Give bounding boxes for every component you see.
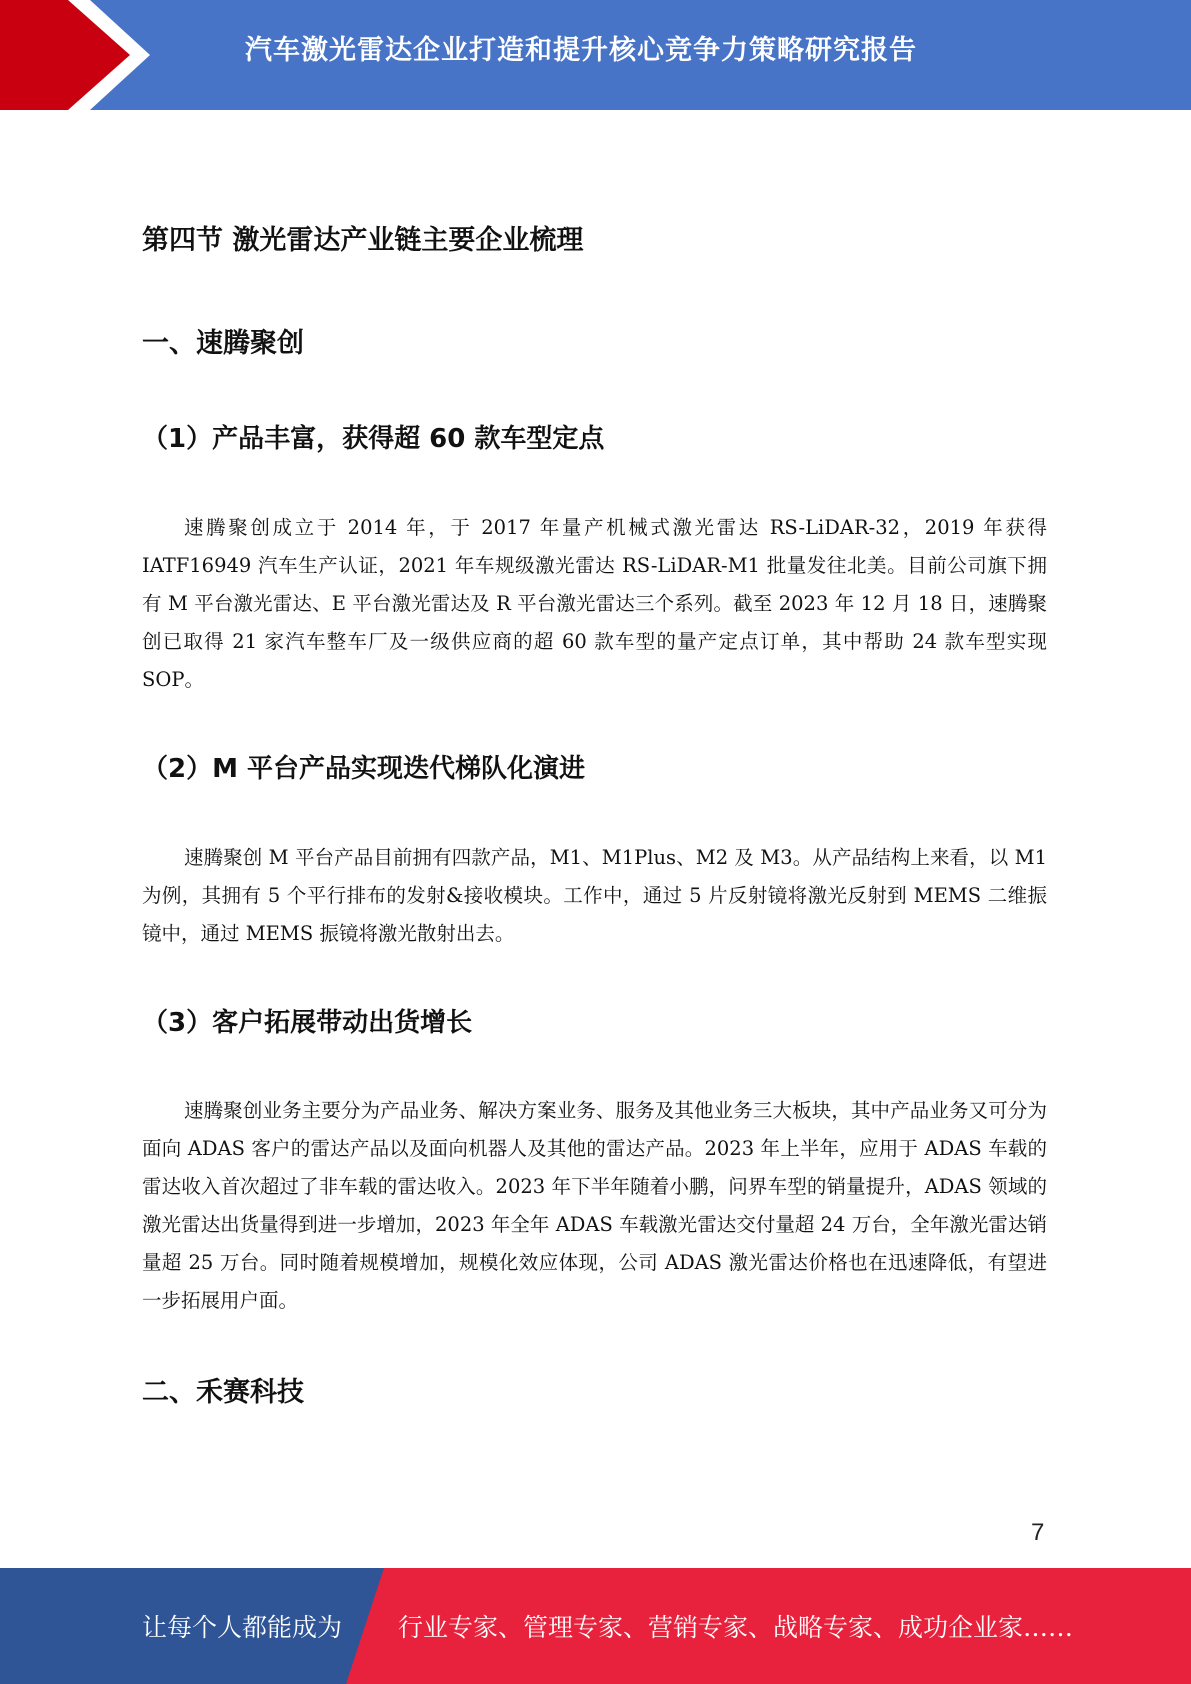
page-header: [0, 0, 1191, 110]
page-number: 7: [1031, 1519, 1045, 1546]
company-heading-hesai: 二、禾赛科技: [142, 1377, 304, 1408]
page-footer: [0, 1568, 1191, 1684]
subheading-2: （2）M 平台产品实现迭代梯队化演进: [142, 754, 586, 784]
paragraph-3: 速腾聚创业务主要分为产品业务、解决方案业务、服务及其他业务三大板块，其中产品业务又可分为面向 ADAS 客户的雷达产品以及面向机器人及其他的雷达产品。2023 年上半年，应用于 ADAS 车载的雷达收入首次超过了非车载的雷达收入。2023 年下半年随着小鹏，问界车型的销量提升，ADAS 领域的激光雷达出货量得到进一步增加，2023 年全年 ADAS 车载激光雷达交付量超 24 万台，全年激光雷达销量超 25 万台。同时随着规模增加，规模化效应体现，公司 ADAS 激光雷达价格也在迅速降低，有望进一步拓展用户面。: [142, 1099, 1047, 1312]
paragraph-2: 速腾聚创 M 平台产品目前拥有四款产品，M1、M1Plus、M2 及 M3。从产品结构上来看，以 M1 为例，其拥有 5 个平行排布的发射&接收模块。工作中，通过 5 片反射镜将激光反射到 MEMS 二维振镜中，通过 MEMS 振镜将激光散射出去。: [142, 846, 1047, 945]
paragraph-1: 速腾聚创成立于 2014 年，于 2017 年量产机械式激光雷达 RS-LiDAR-32，2019 年获得 IATF16949 汽车生产认证，2021 年车规级激光雷达 RS-LiDAR-M1 批量发往北美。目前公司旗下拥有 M 平台激光雷达、E 平台激光雷达及 R 平台激光雷达三个系列。截至 2023 年 12 月 18 日，速腾聚创已取得 21 家汽车整车厂及一级供应商的超 60 款车型的量产定点订单，其中帮助 24 款车型实现 SOP。: [142, 516, 1047, 691]
footer-expert-list: 行业专家、管理专家、营销专家、战略专家、成功企业家……: [398, 1613, 1074, 1642]
company-heading-robosense: 一、速腾聚创: [142, 328, 304, 359]
subheading-3: （3）客户拓展带动出货增长: [142, 1008, 473, 1038]
report-title: 汽车激光雷达企业打造和提升核心竞争力策略研究报告: [245, 35, 917, 66]
subheading-1: （1）产品丰富，获得超 60 款车型定点: [142, 424, 605, 454]
footer-slogan: 让每个人都能成为: [142, 1613, 343, 1642]
section-title: 第四节 激光雷达产业链主要企业梳理: [142, 225, 584, 256]
